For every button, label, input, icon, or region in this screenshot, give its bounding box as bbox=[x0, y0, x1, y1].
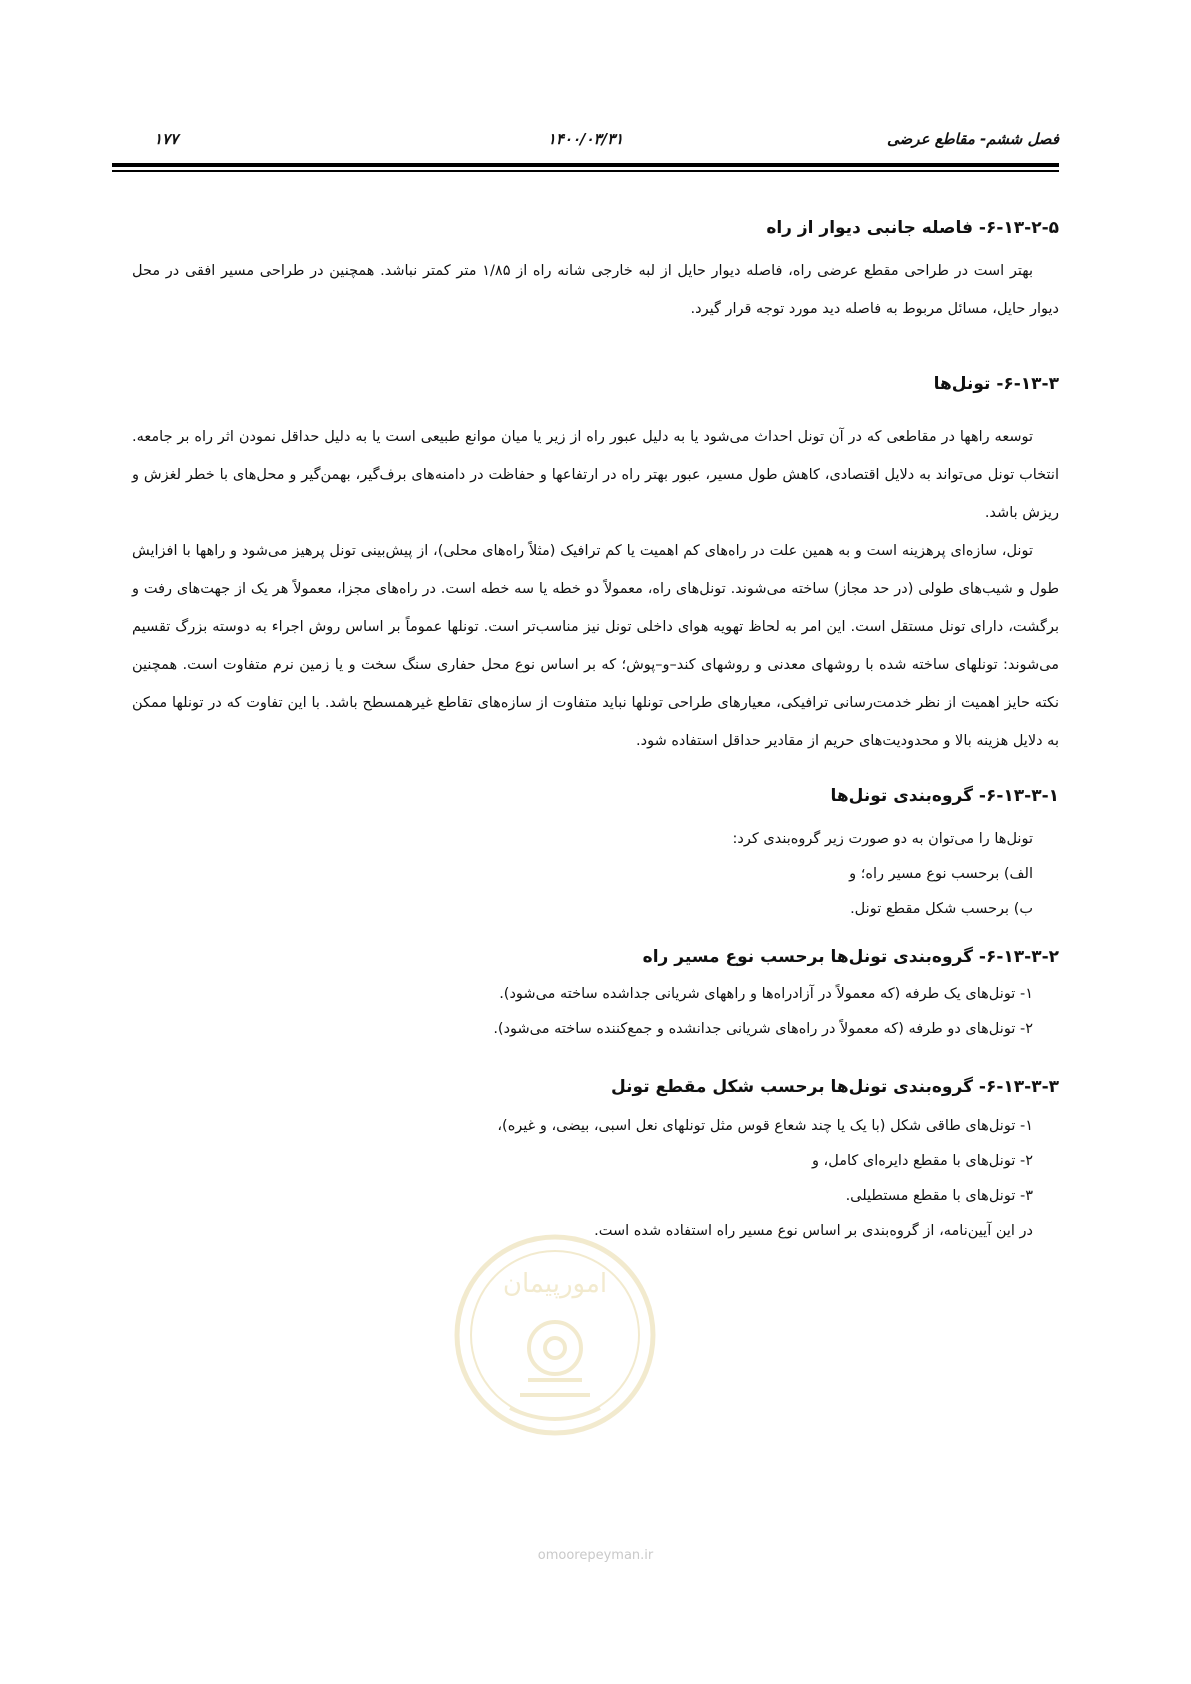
header-rule-thin bbox=[112, 170, 1059, 172]
watermark-site bbox=[0, 1548, 1191, 1563]
grouping-by-shape-list bbox=[132, 1109, 1059, 1249]
tunnel-grouping-list bbox=[132, 822, 1059, 927]
section-title-wall-clearance: ۶-۱۳-۲-۵- فاصله جانبی دیوار از راه bbox=[766, 218, 1059, 238]
header-date: ۱۴۰۰/۰۳/۳۱ bbox=[547, 130, 624, 148]
header-rule-thick bbox=[112, 163, 1059, 167]
watermark-logo-icon bbox=[450, 1230, 660, 1440]
section-title-grouping-by-route: ۶-۱۳-۳-۲- گروه‌بندی تونل‌ها برحسب نوع مسیر راه bbox=[642, 947, 1059, 967]
list-item: ۲- تونل‌های با مقطع دایره‌ای کامل، و bbox=[811, 1153, 1033, 1169]
list-item: ۳- تونل‌های با مقطع مستطیلی. bbox=[845, 1188, 1033, 1204]
list-item: در این آیین‌نامه، از گروه‌بندی بر اساس نوع مسیر راه استفاده شده است. bbox=[594, 1223, 1033, 1239]
paragraph-tunnels-2: تونل، سازه‌ای پرهزینه است و به همین علت در راه‌های کم اهمیت یا کم ترافیک (مثلاً راه‌های محلی)، از پیش‌بینی تونل پرهیز می‌شود و راهها با افزایش طول و شیب‌های طولی (در حد مجاز) ساخته می‌شوند. تونل‌های راه، معمولاً دو خطه یا سه خطه است. در راه‌های مجزا، معمولاً هر یک از جهت‌های رفت و برگشت، دارای تونل مستقل است. این امر به لحاظ تهویه هوای داخلی تونل نیز مناسب‌تر است. تونلها عموماً بر اساس روش اجراء به دوسته بزرگ تقسیم می‌شوند: تونلهای ساخته شده با روشهای معدنی و روشهای کند–و–پوش؛ که بر اساس نوع محل حفاری سنگ سخت و یا زمین نرم متفاوت است. همچنین نکته حایز اهمیت از نظر خدمت‌رسانی ترافیکی، معیارهای طراحی تونلها نباید متفاوت از سازه‌های تقاطع غیرهمسطح باشد. با این تفاوت که در تونلها ممکن به دلایل هزینه بالا و محدودیت‌های حریم از مقادیر حداقل استفاده شود. bbox=[132, 543, 1059, 749]
section-title-tunnels: ۶-۱۳-۳- تونل‌ها bbox=[933, 374, 1059, 394]
list-item: ۱- تونل‌های یک طرفه (که معمولاً در آزادراه‌ها و راههای شریانی جداشده ساخته می‌شود). bbox=[499, 986, 1033, 1002]
page-number: ۱۷۷ bbox=[154, 130, 179, 148]
page-header bbox=[112, 126, 1059, 152]
list-item: ب) برحسب شکل مقطع تونل. bbox=[850, 901, 1033, 917]
page-content bbox=[132, 210, 1059, 1249]
section-title-tunnel-grouping: ۶-۱۳-۳-۱- گروه‌بندی تونل‌ها bbox=[830, 786, 1059, 806]
section-title-grouping-by-shape: ۶-۱۳-۳-۳- گروه‌بندی تونل‌ها برحسب شکل مقطع تونل bbox=[611, 1077, 1059, 1097]
list-item: ۲- تونل‌های دو طرفه (که معمولاً در راه‌های شریانی جدانشده و جمع‌کننده ساخته می‌شود). bbox=[493, 1021, 1033, 1037]
watermark-logo-text: امورپیمان bbox=[502, 1269, 608, 1299]
list-item: الف) برحسب نوع مسیر راه؛ و bbox=[849, 866, 1033, 882]
grouping-by-route-list bbox=[132, 977, 1059, 1047]
chapter-title: فصل ششم- مقاطع عرضی bbox=[887, 130, 1059, 148]
watermark-site-text: omoorepeyman.ir bbox=[537, 1548, 654, 1563]
list-item: ۱- تونل‌های طاقی شکل (با یک یا چند شعاع قوس مثل تونلهای نعل اسبی، بیضی، و غیره)، bbox=[497, 1118, 1033, 1134]
list-item: تونل‌ها را می‌توان به دو صورت زیر گروه‌بندی کرد: bbox=[732, 831, 1033, 847]
paragraph-tunnels-1: توسعه راهها در مقاطعی که در آن تونل احداث می‌شود یا به دلیل عبور راه از زیر یا میان موانع طبیعی است یا به دلیل حداقل نمودن اثر راه بر جامعه. انتخاب تونل می‌تواند به دلایل اقتصادی، کاهش طول مسیر، عبور بهتر راه در ارتفاعها و حفاظت در دامنه‌های برف‌گیر، بهمن‌گیر و محل‌های با خطر لغزش و ریزش باشد. bbox=[132, 429, 1059, 521]
paragraph-wall-clearance: بهتر است در طراحی مقطع عرضی راه، فاصله دیوار حایل از لبه خارجی شانه راه از ۱/۸۵ متر کمتر نباشد. همچنین در طراحی مسیر افقی در محل دیوار حایل، مسائل مربوط به فاصله دید مورد توجه قرار گیرد. bbox=[132, 263, 1059, 317]
